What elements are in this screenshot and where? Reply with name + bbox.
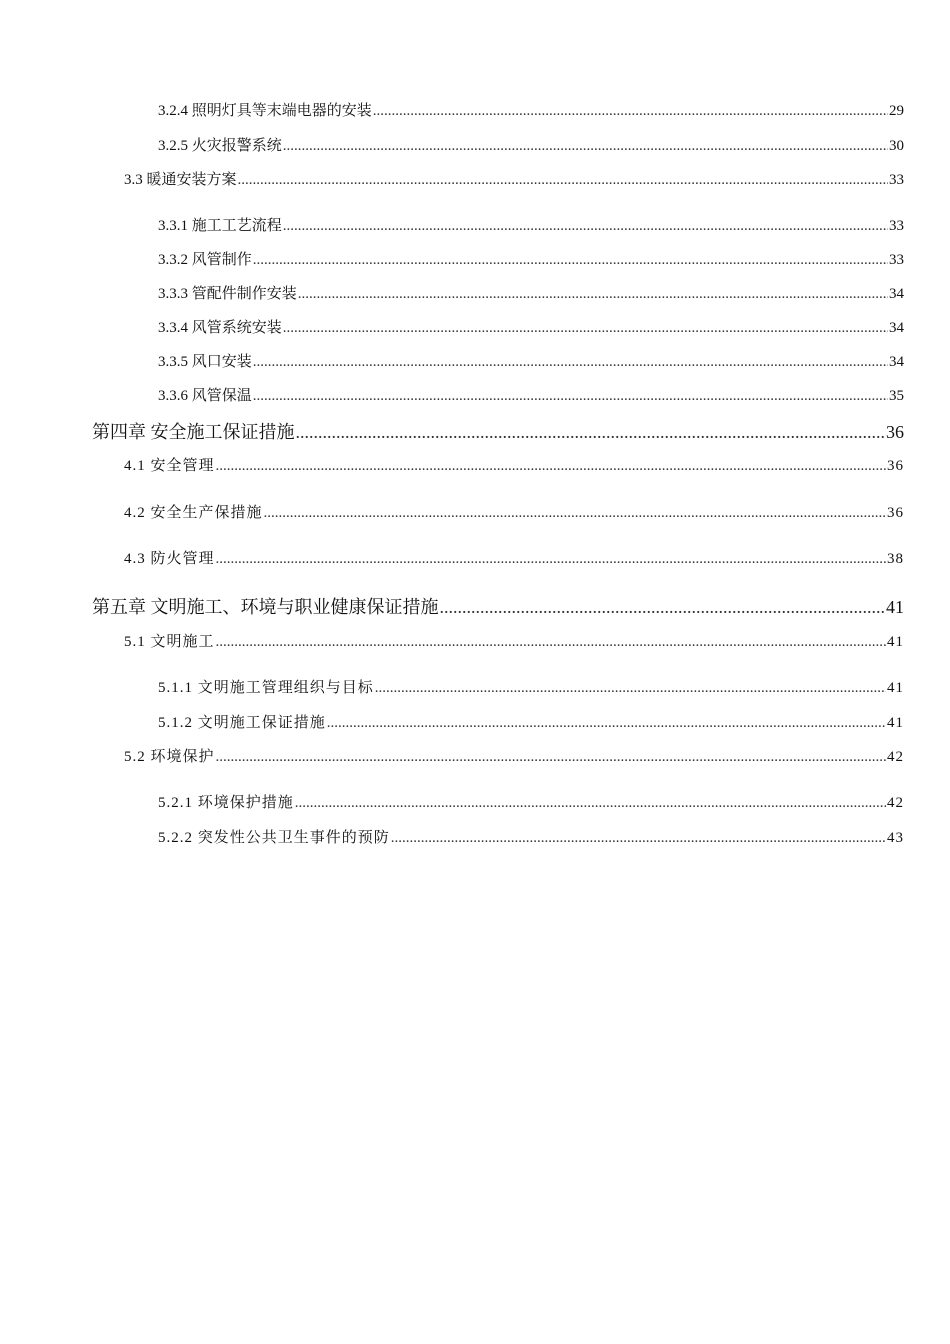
toc-entry-title: 3.3.6 风管保温 — [158, 388, 252, 404]
toc-dot-leader — [216, 747, 886, 767]
toc-entry-title: 4.3 防火管理 — [124, 551, 215, 567]
toc-page-number: 42 — [887, 749, 904, 765]
toc-page-number: 36 — [887, 458, 904, 474]
toc-dot-leader — [283, 216, 888, 236]
toc-entry[interactable] — [158, 101, 904, 121]
toc-entry[interactable] — [124, 170, 904, 190]
toc-page-number: 34 — [889, 354, 904, 370]
toc-dot-leader — [391, 828, 886, 848]
toc-dot-leader — [375, 678, 886, 698]
toc-entry-title: 3.3.4 风管系统安装 — [158, 320, 282, 336]
toc-page-number: 41 — [886, 597, 904, 617]
toc-entry-title: 3.3.2 风管制作 — [158, 252, 252, 268]
toc-dot-leader — [327, 713, 886, 733]
toc-entry-title: 4.1 安全管理 — [124, 458, 215, 474]
toc-entry-title: 第五章 文明施工、环境与职业健康保证措施 — [92, 597, 439, 617]
toc-dot-leader — [216, 632, 886, 652]
toc-entry-title: 3.2.4 照明灯具等末端电器的安装 — [158, 103, 372, 119]
toc-entry-title: 5.1 文明施工 — [124, 634, 215, 650]
toc-entry-title: 3.3.1 施工工艺流程 — [158, 218, 282, 234]
toc-entry[interactable] — [124, 503, 904, 523]
toc-page-number: 34 — [889, 320, 904, 336]
toc-entry[interactable] — [158, 793, 904, 813]
toc-page-number: 42 — [887, 795, 904, 811]
toc-page-number: 33 — [889, 172, 904, 188]
toc-entry-title: 5.1.1 文明施工管理组织与目标 — [158, 680, 374, 696]
toc-entry[interactable] — [124, 549, 904, 569]
toc-entry-title: 3.3.3 管配件制作安装 — [158, 286, 297, 302]
toc-dot-leader — [253, 386, 888, 406]
toc-dot-leader — [373, 101, 888, 121]
toc-page-number: 41 — [887, 715, 904, 731]
toc-page-number: 35 — [889, 388, 904, 404]
toc-dot-leader — [253, 250, 888, 270]
toc-dot-leader — [440, 595, 886, 619]
toc-entry[interactable] — [124, 456, 904, 476]
toc-entry[interactable] — [158, 713, 904, 733]
toc-entry[interactable] — [124, 747, 904, 767]
toc-entry[interactable] — [158, 136, 904, 156]
toc-dot-leader — [264, 503, 886, 523]
toc-entry[interactable] — [124, 632, 904, 652]
toc-entry-title: 第四章 安全施工保证措施 — [92, 422, 295, 442]
toc-chapter-entry[interactable] — [92, 420, 904, 444]
toc-entry[interactable] — [158, 828, 904, 848]
toc-dot-leader — [216, 549, 886, 569]
toc-page-number: 33 — [889, 252, 904, 268]
toc-dot-leader — [238, 170, 888, 190]
toc-entry-title: 3.3.5 风口安装 — [158, 354, 252, 370]
toc-page-number: 34 — [889, 286, 904, 302]
toc-page-number: 36 — [887, 505, 904, 521]
toc-entry[interactable] — [158, 678, 904, 698]
toc-page-number: 33 — [889, 218, 904, 234]
toc-dot-leader — [295, 793, 886, 813]
toc-page-number: 41 — [887, 680, 904, 696]
toc-entry-title: 5.1.2 文明施工保证措施 — [158, 715, 326, 731]
toc-dot-leader — [283, 318, 888, 338]
toc-dot-leader — [216, 456, 886, 476]
toc-entry[interactable] — [158, 352, 904, 372]
toc-dot-leader — [283, 136, 888, 156]
toc-dot-leader — [253, 352, 888, 372]
toc-page-number: 29 — [889, 103, 904, 119]
toc-page-number: 41 — [887, 634, 904, 650]
toc-entry-title: 5.2.2 突发性公共卫生事件的预防 — [158, 830, 390, 846]
toc-entry[interactable] — [158, 216, 904, 236]
toc-entry-title: 3.2.5 火灾报警系统 — [158, 138, 282, 154]
toc-page-number: 30 — [889, 138, 904, 154]
toc-chapter-entry[interactable] — [92, 595, 904, 619]
toc-page-number: 38 — [887, 551, 904, 567]
toc-dot-leader — [296, 420, 886, 444]
toc-page-number: 36 — [886, 422, 904, 442]
toc-entry[interactable] — [158, 318, 904, 338]
toc-entry-title: 5.2 环境保护 — [124, 749, 215, 765]
toc-page-number: 43 — [887, 830, 904, 846]
toc-entry[interactable] — [158, 250, 904, 270]
toc-entry-title: 4.2 安全生产保措施 — [124, 505, 263, 521]
toc-dot-leader — [298, 284, 888, 304]
toc-entry[interactable] — [158, 284, 904, 304]
toc-entry[interactable] — [158, 386, 904, 406]
toc-entry-title: 5.2.1 环境保护措施 — [158, 795, 294, 811]
toc-entry-title: 3.3 暖通安装方案 — [124, 172, 237, 188]
